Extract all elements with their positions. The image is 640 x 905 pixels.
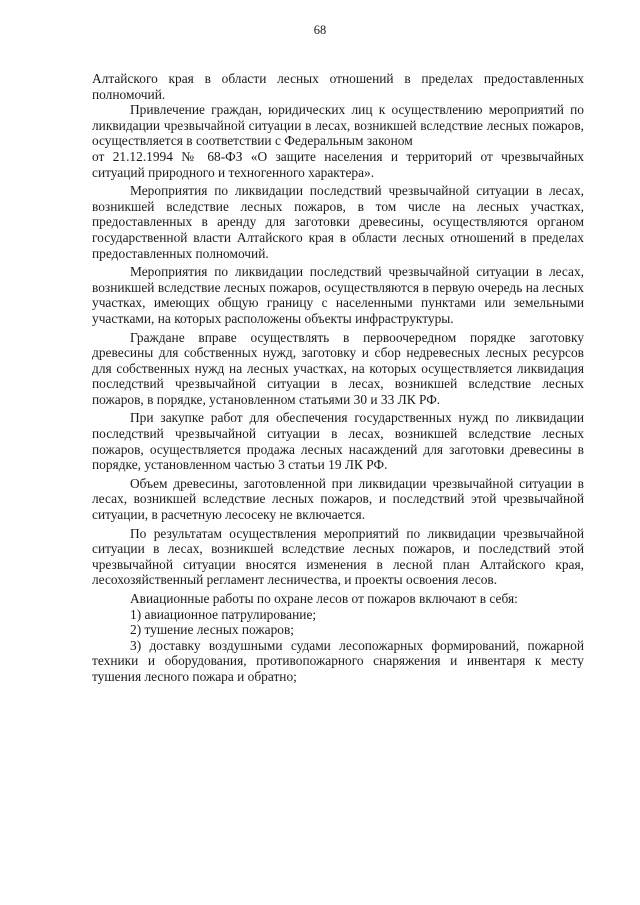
paragraph: Алтайского края в области лесных отношений в пределах предоставленных полномочий. <box>92 71 584 102</box>
paragraph: Мероприятия по ликвидации последствий чрезвычайной ситуации в лесах, возникшей вследствие лесных пожаров, в том числе на лесных участках, предоставленных в аренду для заготовки древесины, осуществляются органом государственной власти Алтайского края в области лесных отношений в пределах предоставленных полномочий. <box>92 183 584 261</box>
list-intro: Авиационные работы по охране лесов от пожаров включают в себя: <box>130 591 518 606</box>
paragraph: Мероприятия по ликвидации последствий чрезвычайной ситуации в лесах, возникшей вследствие лесных пожаров, осуществляются в первую очередь на лесных участках, имеющих общую границу с населенными пунктами или земельными участками, на которых расположены объекты инфраструктуры. <box>92 264 584 326</box>
page-number: 68 <box>313 23 327 37</box>
paragraph: При закупке работ для обеспечения государственных нужд по ликвидации последствий чрезвычайной ситуации в лесах, возникшей вследствие лесных пожаров, осуществляется продажа лесных насаждений для заготовки древесины в порядке, установленном частью 3 статьи 19 ЛК РФ. <box>92 410 584 473</box>
list-item: 2) тушение лесных пожаров; <box>130 622 295 638</box>
paragraph: от 21.12.1994 № 68-ФЗ «О защите населения и территорий от чрезвычайных ситуаций природного и техногенного характера». <box>92 148 584 180</box>
paragraph: По результатам осуществления мероприятий по ликвидации чрезвычайной ситуации в лесах, возникшей вследствие лесных пожаров, и последствий этой чрезвычайной ситуации вносятся изменения в лесной план Алтайского края, лесохозяйственный регламент лесничества, и проекты освоения лесов. <box>92 525 584 588</box>
paragraph: Привлечение граждан, юридических лиц к осуществлению мероприятий по ликвидации чрезвычайной ситуации в лесах, возникшей вследствие лесных пожаров, осуществляется в соответствии с Федеральным законом <box>92 102 584 149</box>
document-body <box>92 71 584 685</box>
list-item: 3) доставку воздушными судами лесопожарных формирований, пожарной техники и оборудования, противопожарного снаряжения и инвентаря к месту тушения лесного пожара и обратно; <box>92 637 584 684</box>
paragraph: Объем древесины, заготовленной при ликвидации чрезвычайной ситуации в лесах, возникшей вследствие лесных пожаров, и последствий этой чрезвычайной ситуации, в расчетную лесосеку не включается. <box>92 475 584 523</box>
list-item: 1) авиационное патрулирование; <box>130 606 317 622</box>
paragraph: Граждане вправе осуществлять в первоочередном порядке заготовку древесины для собственных нужд, заготовку и сбор недревесных лесных ресурсов для собственных нужд на лесных участках, на которых осуществляется ликвидация последствий чрезвычайной ситуации в лесах, возникшей вследствие лесных пожаров, в порядке, установленном статьями 30 и 33 ЛК РФ. <box>92 329 584 407</box>
